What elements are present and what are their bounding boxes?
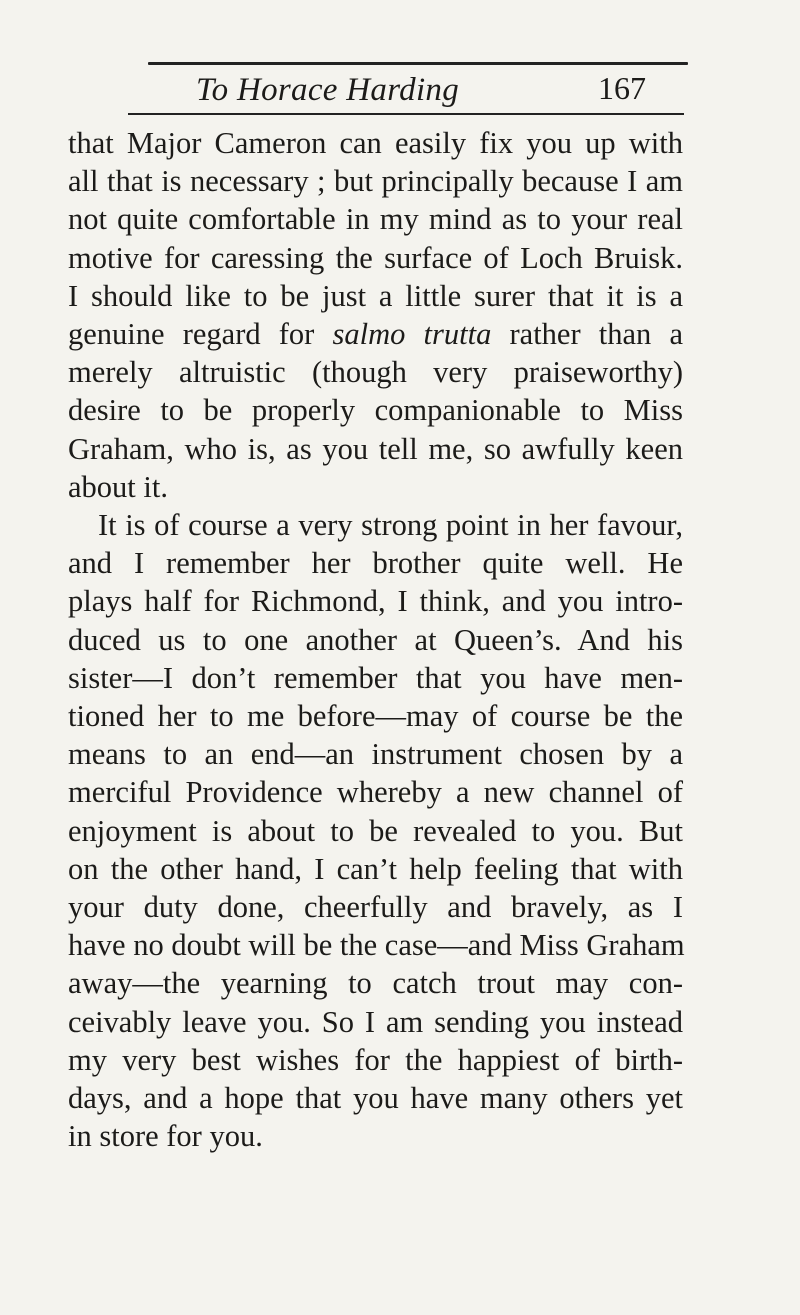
text-line: It is of course a very strong point in her favour,	[98, 508, 683, 543]
paragraph-1	[68, 124, 683, 506]
text-line: your duty done, cheerfully and bravely, as I	[68, 890, 683, 925]
text-line: Graham, who is, as you tell me, so awfully keen	[68, 431, 683, 466]
text-line: my very best wishes for the happiest of birth-	[68, 1042, 683, 1077]
text-line: that Major Cameron can easily fix you up with	[68, 126, 683, 160]
text-line: desire to be properly companionable to Miss	[68, 393, 683, 428]
text-line: in store for you.	[68, 1119, 263, 1154]
text-line: about it.	[68, 469, 168, 504]
text-line: I should like to be just a little surer that it is a	[68, 278, 683, 313]
text-line: plays half for Richmond, I think, and you intro-	[68, 584, 683, 619]
latin-species-name: salmo trutta	[332, 317, 492, 352]
letter-body	[68, 124, 683, 1155]
text-segment: rather than a	[509, 317, 683, 352]
text-line: tioned her to me before—may of course be the	[68, 699, 683, 734]
text-line: not quite comfortable in my mind as to your real	[68, 202, 683, 237]
text-line: and I remember her brother quite well. He	[68, 546, 683, 581]
text-line: motive for caressing the surface of Loch Bruisk.	[68, 240, 683, 275]
running-title: To Horace Harding	[196, 72, 460, 108]
text-line: ceivably leave you. So I am sending you instead	[68, 1004, 683, 1039]
header-bottom-rule	[128, 113, 684, 115]
text-line: means to an end—an instrument chosen by a	[68, 737, 683, 772]
running-head	[180, 64, 700, 114]
text-line: merciful Providence whereby a new channel of	[68, 775, 683, 810]
text-line: all that is necessary ; but principally because I am	[68, 164, 683, 199]
text-line: away—the yearning to catch trout may con-	[68, 966, 683, 1001]
text-line: days, and a hope that you have many others yet	[68, 1081, 683, 1116]
page-number: 167	[598, 70, 646, 106]
text-line: sister—I don’t remember that you have men-	[68, 660, 683, 695]
text-line: have no doubt will be the case—and Miss Graham	[68, 928, 685, 963]
text-line: on the other hand, I can’t help feeling that with	[68, 851, 683, 886]
text-line: enjoyment is about to be revealed to you. But	[68, 813, 683, 848]
text-segment: genuine regard for	[68, 317, 315, 352]
text-line-with-italic	[68, 315, 683, 353]
paragraph-2	[68, 506, 683, 1155]
text-line: merely altruistic (though very praiseworthy)	[68, 355, 683, 390]
text-line: duced us to one another at Queen’s. And his	[68, 622, 683, 657]
